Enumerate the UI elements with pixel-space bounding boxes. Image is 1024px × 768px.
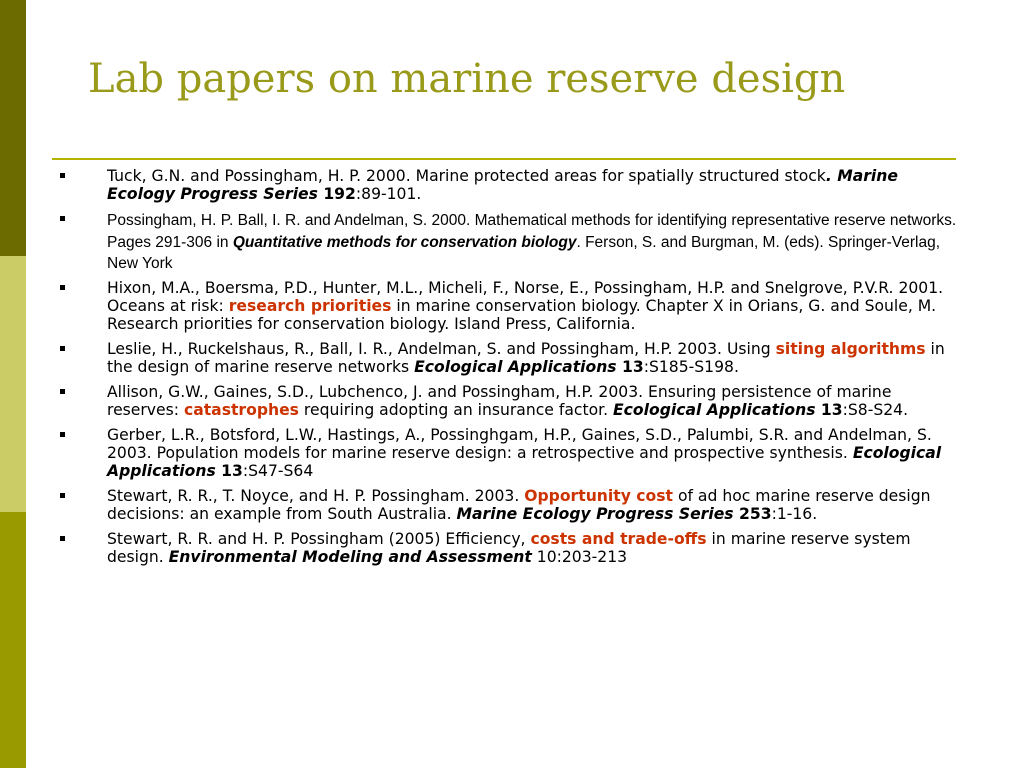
sidebar-segment-top <box>0 0 26 256</box>
journal-name: Ecological Applications <box>414 357 617 376</box>
bullet-icon <box>60 493 65 498</box>
volume: 13 <box>616 357 644 376</box>
journal-name: Quantitative methods for conservation biology <box>232 233 577 251</box>
journal-name: Ecological Applications <box>613 400 816 419</box>
bullet-icon <box>60 536 65 541</box>
reference-item: Tuck, G.N. and Possingham, H. P. 2000. Marine protected areas for spatially structured stock. Marine Ecology Progress Series 192:89-101. <box>60 167 960 203</box>
volume: 253 <box>733 504 772 523</box>
bullet-icon <box>60 346 65 351</box>
bullet-icon <box>60 285 65 290</box>
reference-item: Possingham, H. P. Ball, I. R. and Andelman, S. 2000. Mathematical methods for identifying representative reserve networks. Pages 291-306 in Quantitative methods for conservation biology. Ferson, S. and Burgman, M. (eds). Springer-Verlag, New York <box>60 210 960 275</box>
highlight-term: Opportunity cost <box>524 486 673 505</box>
reference-item: Allison, G.W., Gaines, S.D., Lubchenco, J. and Possingham, H.P. 2003. Ensuring persistence of marine reserves: catastrophes requiring adopting an insurance factor. Ecological Applications 13:S8-S24. <box>60 383 960 419</box>
bullet-icon <box>60 432 65 437</box>
sidebar-segment-middle <box>0 256 26 512</box>
highlight-term: research priorities <box>228 296 392 315</box>
reference-item: Stewart, R. R., T. Noyce, and H. P. Possingham. 2003. Opportunity cost of ad hoc marine reserve design decisions: an example from South Australia. Marine Ecology Progress Series 253:1-16. <box>60 487 960 523</box>
highlight-term: costs and trade-offs <box>530 529 707 548</box>
reference-item: Hixon, M.A., Boersma, P.D., Hunter, M.L., Micheli, F., Norse, E., Possingham, H.P. and Snelgrove, P.V.R. 2001. Oceans at risk: research priorities in marine conservation biology. Chapter X in Orians, G. and Soule, M. Research priorities for conservation biology. Island Press, California. <box>60 279 960 333</box>
reference-item: Leslie, H., Ruckelshaus, R., Ball, I. R., Andelman, S. and Possingham, H.P. 2003. Using siting algorithms in the design of marine reserve networks Ecological Applications 13:S185-S198. <box>60 340 960 376</box>
volume: 192 <box>317 185 356 203</box>
slide-title: Lab papers on marine reserve design <box>88 56 846 102</box>
reference-item: Gerber, L.R., Botsford, L.W., Hastings, A., Possinghgam, H.P., Gaines, S.D., Palumbi, S.R. and Andelman, S. 2003. Population models for marine reserve design: a retrospective and prospective synthesis. Ecological Applications 13:S47-S64 <box>60 426 960 480</box>
bullet-icon <box>60 173 65 178</box>
volume: 13 <box>215 461 243 480</box>
highlight-term: catastrophes <box>183 400 299 419</box>
reference-item: Stewart, R. R. and H. P. Possingham (2005) Efficiency, costs and trade-offs in marine reserve system design. Environmental Modeling and Assessment 10:203-213 <box>60 530 960 566</box>
bullet-icon <box>60 216 65 221</box>
volume: 13 <box>815 400 843 419</box>
sidebar-decoration <box>0 0 26 768</box>
reference-list <box>60 167 960 573</box>
journal-name: Marine Ecology Progress Series <box>107 167 898 203</box>
journal-name: Ecological Applications <box>107 443 942 480</box>
bullet-icon <box>60 389 65 394</box>
journal-name: Environmental Modeling and Assessment <box>168 547 532 566</box>
sidebar-segment-bottom <box>0 512 26 768</box>
highlight-term: siting algorithms <box>775 339 926 358</box>
journal-name: Marine Ecology Progress Series <box>456 504 734 523</box>
title-divider <box>52 158 956 160</box>
